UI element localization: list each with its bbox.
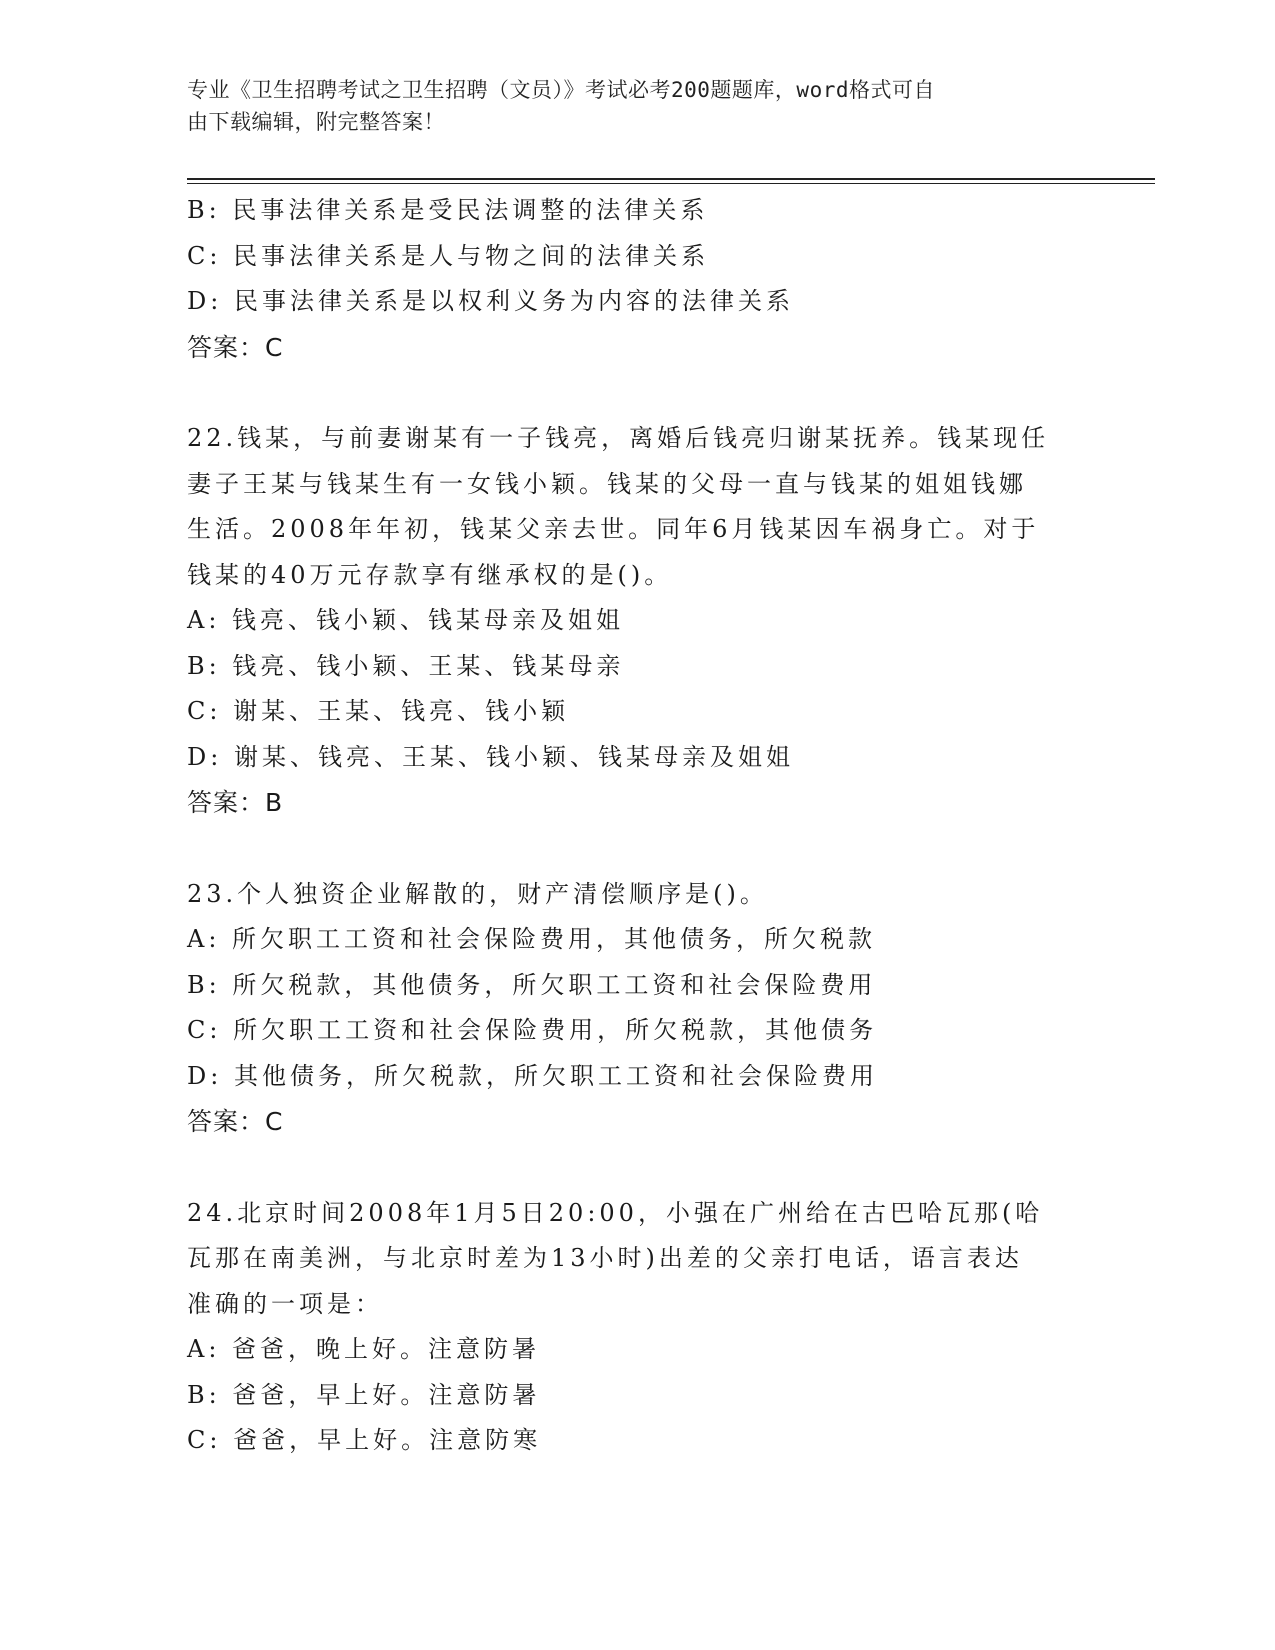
option-a: A: 钱亮、钱小颖、钱某母亲及姐姐 (187, 606, 625, 634)
option-b: B: 钱亮、钱小颖、王某、钱某母亲 (187, 651, 625, 680)
option-c: C: 谢某、王某、钱亮、钱小颖 (187, 697, 570, 725)
question-21-partial (187, 188, 1087, 370)
question-stem-line: 准确的一项是： (187, 1289, 383, 1318)
question-stem-line: 生活。2008年年初，钱某父亲去世。同年6月钱某因车祸身亡。对于 (187, 515, 1040, 543)
option-c: C: 民事法律关系是人与物之间的法律关系 (187, 241, 710, 270)
question-stem-line: 23.个人独资企业解散的，财产清偿顺序是()。 (187, 879, 768, 908)
header-divider-thin (187, 183, 1155, 184)
question-stem (187, 1191, 1087, 1328)
header-line-1: 专业《卫生招聘考试之卫生招聘（文员）》考试必考200题题库，word格式可自 (187, 78, 935, 102)
option-d: D: 民事法律关系是以权利义务为内容的法律关系 (187, 287, 794, 315)
question-stem-line: 瓦那在南美洲，与北京时差为13小时)出差的父亲打电话，语言表达 (187, 1244, 1023, 1272)
question-stem-line: 钱某的40万元存款享有继承权的是()。 (187, 560, 673, 589)
option-d: D: 其他债务，所欠税款，所欠职工工资和社会保险费用 (187, 1061, 878, 1090)
answer-line: 答案：B (187, 788, 284, 817)
question-stem (187, 416, 1087, 598)
question-24 (187, 1191, 1087, 1464)
option-a: A: 爸爸，晚上好。注意防暑 (187, 1335, 541, 1363)
header-divider-thick (187, 178, 1155, 180)
option-c: C: 爸爸，早上好。注意防寒 (187, 1426, 542, 1454)
question-stem (187, 872, 1087, 918)
question-stem-line: 24.北京时间2008年1月5日20:00，小强在广州给在古巴哈瓦那(哈 (187, 1198, 1044, 1227)
question-stem-line: 妻子王某与钱某生有一女钱小颖。钱某的父母一直与钱某的姐姐钱娜 (187, 469, 1027, 498)
document-body (187, 188, 1087, 1464)
answer-line: 答案：C (187, 1107, 284, 1136)
option-b: B: 爸爸，早上好。注意防暑 (187, 1380, 541, 1409)
option-a: A: 所欠职工工资和社会保险费用，其他债务，所欠税款 (187, 925, 877, 953)
question-stem-line: 22.钱某，与前妻谢某有一子钱亮，离婚后钱亮归谢某抚养。钱某现任 (187, 424, 1050, 452)
question-23 (187, 872, 1087, 1145)
answer-line: 答案：C (187, 332, 284, 362)
option-b: B: 民事法律关系是受民法调整的法律关系 (187, 196, 709, 224)
document-header (187, 74, 1067, 138)
option-c: C: 所欠职工工资和社会保险费用，所欠税款，其他债务 (187, 1016, 878, 1044)
header-line-2: 由下载编辑，附完整答案！ (187, 110, 445, 134)
option-d: D: 谢某、钱亮、王某、钱小颖、钱某母亲及姐姐 (187, 742, 794, 771)
question-22 (187, 416, 1087, 826)
option-b: B: 所欠税款，其他债务，所欠职工工资和社会保险费用 (187, 970, 877, 999)
